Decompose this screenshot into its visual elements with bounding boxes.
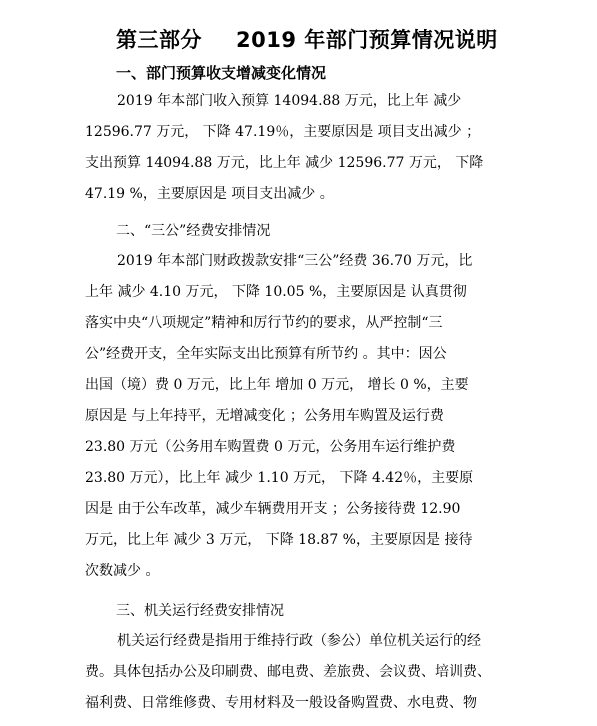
section-1-heading: 一、部门预算收支增减变化情况 [116,64,327,82]
body-line: 因是 由于公车改革，减少车辆费用开支 ；公务接待费 12.90 [85,501,461,517]
section-2-heading: 二、“三公”经费安排情况 [116,223,271,239]
body-line: 机关运行经费是指用于维持行政（参公）单位机关运行的经 [117,633,481,649]
body-line: 原因是 与上年持平，无增减变化 ；公务用车购置及运行费 [85,408,444,424]
title-part: 第三部分 [116,28,202,52]
body-line: 47.19 %，主要原因是 项目支出减少 。 [85,186,334,202]
body-line: 费。具体包括办公及印刷费、邮电费、差旅费、会议费、培训费、 [85,664,491,680]
body-line: 23.80 万元（公务用车购置费 0 万元，公务用车运行维护费 [85,439,456,455]
section-1-body [85,86,525,210]
body-line: 福利费、日常维修费、专用材料及一般设备购置费、水电费、物 [85,695,477,711]
page-title [116,24,541,54]
body-line: 2019 年本部门收入预算 14094.88 万元，比上年 减少 [117,93,462,109]
title-main: 2019 年部门预算情况说明 [236,28,498,52]
body-line: 出国（境）费 0 万元，比上年 增加 0 万元， 增长 0 %，主要 [85,377,469,393]
body-line: 2019 年本部门财政拨款安排“三公”经费 36.70 万元，比 [117,253,473,269]
body-line: 万元，比上年 减少 3 万元， 下降 18.87 %，主要原因是 接待 [85,532,473,548]
body-line: 上年 减少 4.10 万元， 下降 10.05 %，主要原因是 认真贯彻 [85,284,467,300]
section-2-body [85,246,525,587]
body-line: 落实中央“八项规定”精神和厉行节约的要求，从严控制“三 [85,315,443,331]
section-3-heading: 三、机关运行经费安排情况 [116,603,284,619]
body-line: 公”经费开支，全年实际支出比预算有所节约 。其中：因公 [85,346,447,362]
body-line: 次数减少 。 [85,563,160,579]
body-line: 23.80 万元），比上年 减少 1.10 万元， 下降 4.42％，主要原 [85,470,474,486]
body-line: 12596.77 万元， 下降 47.19％，主要原因是 项目支出减少 ； [85,124,481,140]
body-line: 支出预算 14094.88 万元，比上年 减少 12596.77 万元， 下降 [85,155,484,171]
section-3-body [85,626,525,719]
